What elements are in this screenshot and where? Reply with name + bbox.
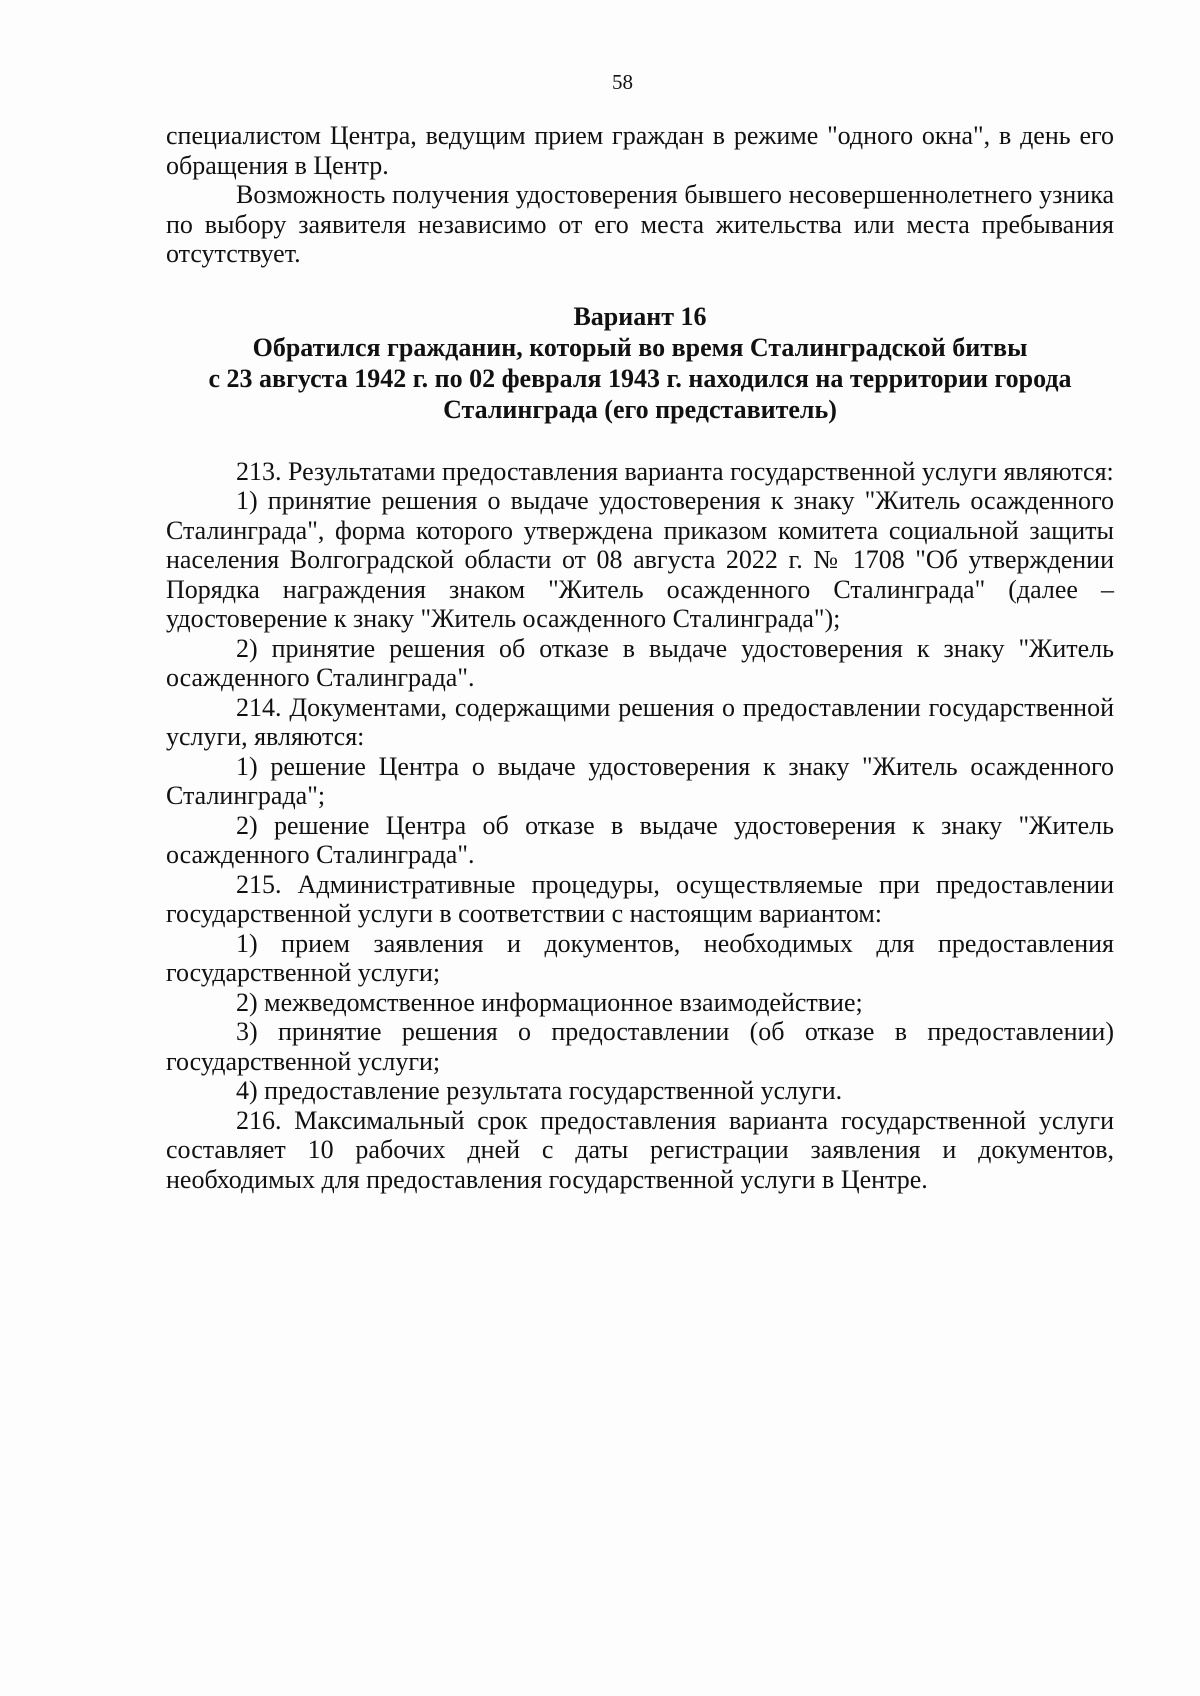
intro-paragraph-1: специалистом Центра, ведущим прием граждан в режиме "одного окна", в день его обращения в Центр. xyxy=(166,121,1114,180)
paragraph-213-item-2: 2) принятие решения об отказе в выдаче удостоверения к знаку "Житель осажденного Сталинграда". xyxy=(166,633,1114,692)
intro-paragraph-2: Возможность получения удостоверения бывшего несовершеннолетнего узника по выбору заявителя независимо от его места жительства или места пребывания отсутствует. xyxy=(166,180,1114,268)
section-subtitle-line-2: с 23 августа 1942 г. по 02 февраля 1943 г. находился на территории города xyxy=(208,363,1072,393)
paragraph-214: 214. Документами, содержащими решения о предоставлении государственной услуги, являются: xyxy=(166,692,1114,751)
paragraph-215-item-2: 2) межведомственное информационное взаимодействие; xyxy=(236,987,863,1017)
paragraph-215-item-4: 4) предоставление результата государственной услуги. xyxy=(236,1076,843,1105)
paragraph-215-item-1: 1) прием заявления и документов, необходимых для предоставления государственной услуги; xyxy=(166,928,1114,987)
section-heading xyxy=(166,301,1114,425)
paragraph-214-item-2: 2) решение Центра об отказе в выдаче удостоверения к знаку "Житель осажденного Сталинграда". xyxy=(166,810,1114,869)
variant-title: Вариант 16 xyxy=(573,301,707,331)
document-body xyxy=(166,121,1114,1194)
paragraph-216: 216. Максимальный срок предоставления варианта государственной услуги составляет 10 рабочих дней с даты регистрации заявления и документов, необходимых для предоставления государственной услуги в Центре. xyxy=(166,1105,1114,1194)
page-number: 58 xyxy=(612,70,633,94)
section-subtitle-line-3: Сталинграда (его представитель) xyxy=(443,394,837,424)
paragraph-214-item-1: 1) решение Центра о выдаче удостоверения к знаку "Житель осажденного Сталинграда"; xyxy=(166,751,1114,810)
paragraph-213: 213. Результатами предоставления варианта государственной услуги являются: xyxy=(236,456,1114,486)
paragraph-213-item-1: 1) принятие решения о выдаче удостоверения к знаку "Житель осажденного Сталинграда", форма которого утверждена приказом комитета социальной защиты населения Волгоградской области от 08 августа 2022 г. № 1708 "Об утверждении Порядка награждения знаком "Житель осажденного Сталинграда" (далее – удостоверение к знаку "Житель осажденного Сталинграда"); xyxy=(166,486,1114,633)
paragraph-215-item-3: 3) принятие решения о предоставлении (об отказе в предоставлении) государственной услуги; xyxy=(166,1017,1114,1076)
paragraph-215: 215. Административные процедуры, осуществляемые при предоставлении государственной услуги в соответствии с настоящим вариантом: xyxy=(166,869,1114,928)
section-subtitle-line-1: Обратился гражданин, который во время Сталинградской битвы xyxy=(252,332,1028,362)
